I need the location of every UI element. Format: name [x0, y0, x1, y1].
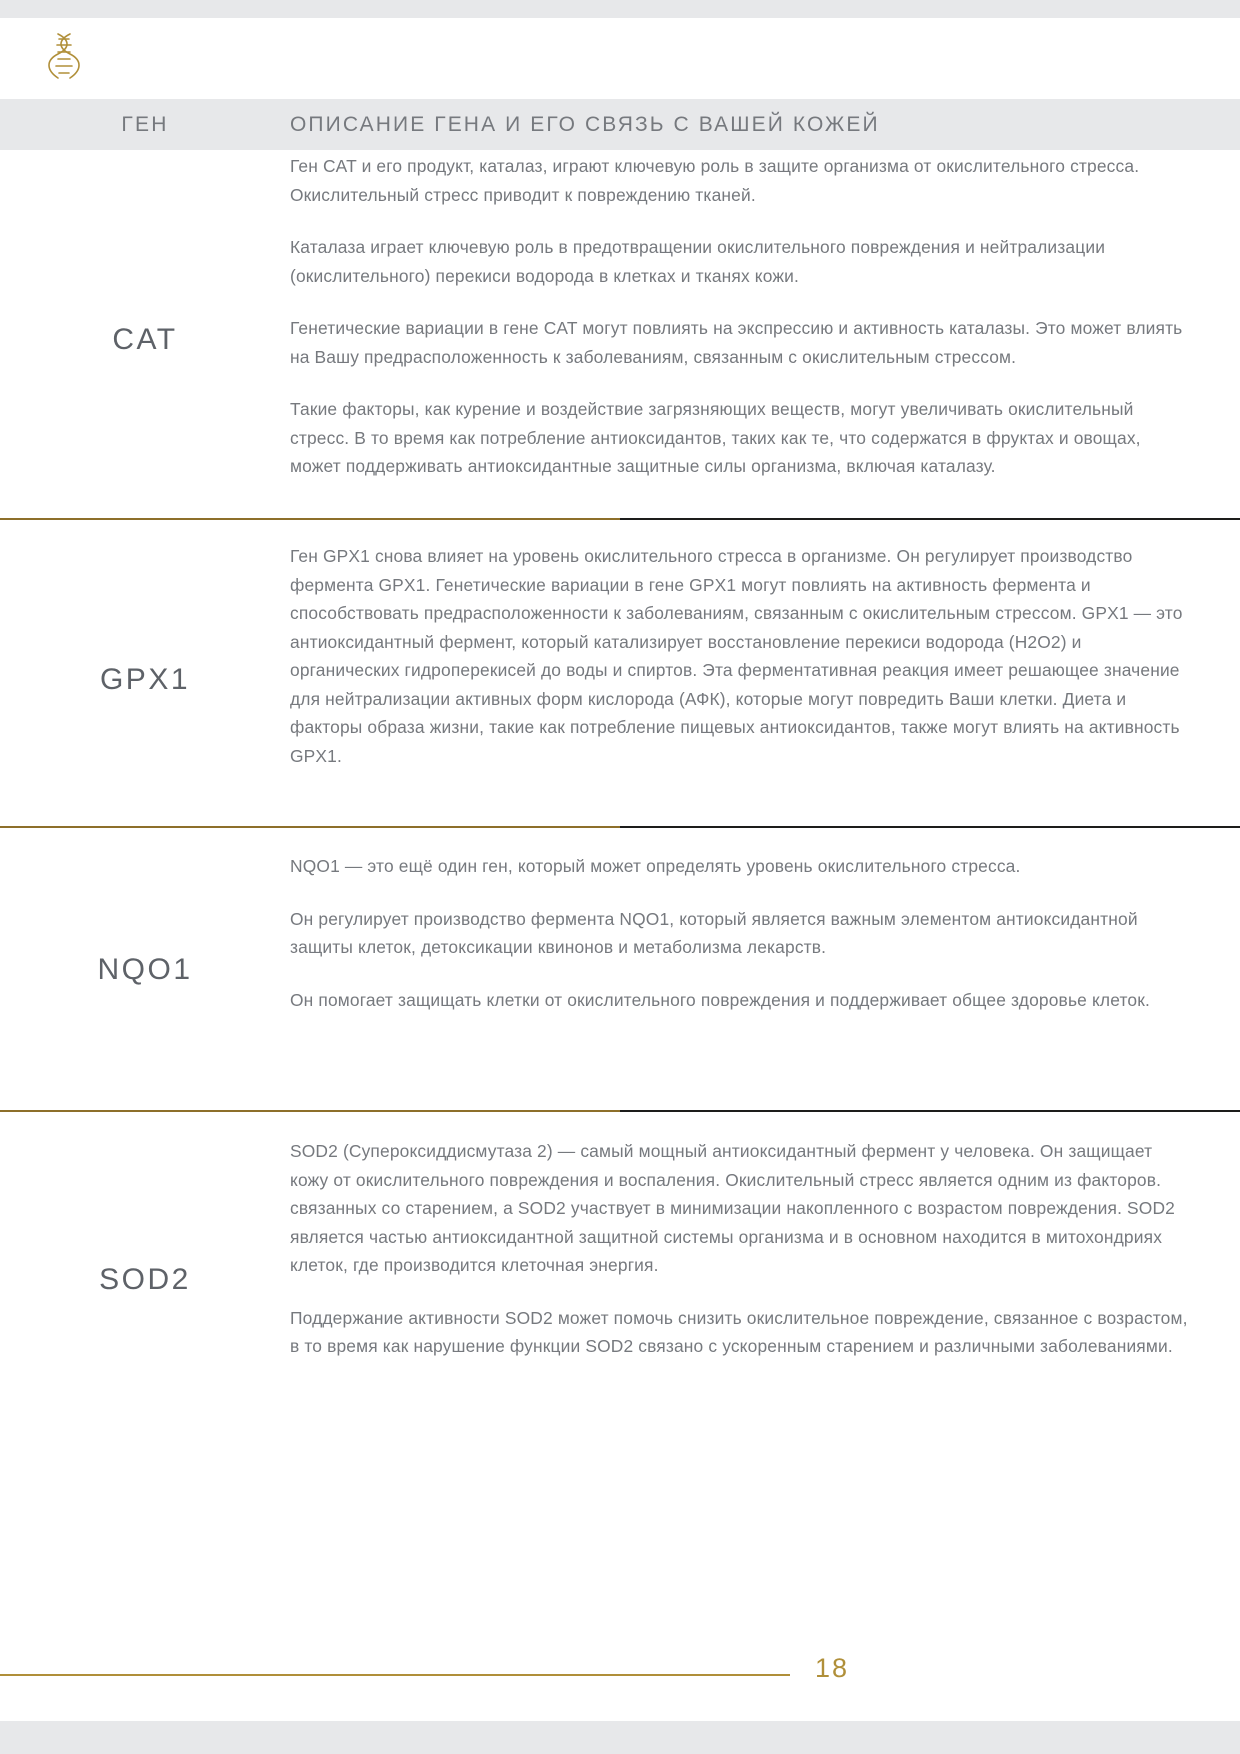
table-row [0, 150, 1240, 530]
gene-name: CAT [112, 323, 178, 356]
dna-helix-icon [40, 28, 88, 86]
gene-name: GPX1 [99, 663, 191, 696]
table-header [0, 99, 1240, 150]
gene-description [290, 540, 1240, 820]
row-divider [0, 826, 1240, 828]
paragraph: Ген CAT и его продукт, каталаз, играют ключевую роль в защите организма от окислительного стресса. Окислительный стресс приводит к повреждению тканей. [290, 156, 1140, 205]
page-footer [0, 1648, 1240, 1754]
paragraph: Он помогает защищать клетки от окислительного повреждения и поддерживает общее здоровье клеток. [290, 989, 1150, 1010]
row-divider [0, 1110, 1240, 1112]
table-row [0, 1135, 1240, 1425]
paragraph: SOD2 (Супероксиддисмутаза 2) — самый мощный антиоксидантный фермент у человека. Он защищает кожу от окислительного повреждения и воспаления. Окислительный стресс является одним из факторов. связанных со старением, а SOD2 участвует в минимизации накопленного с возрастом повреждения. SOD2 является частью антиоксидантной защитной системы организма и в основном находится в митохондриях клеток, где производится клеточная энергия. [290, 1141, 1175, 1275]
paragraph: Генетические вариации в гене CAT могут повлиять на экспрессию и активность каталазы. Это может влиять на Вашу предрасположенность к заболеваниям, связанным с окислительным стрессом. [290, 318, 1183, 367]
gene-description [290, 850, 1240, 1090]
table-row [0, 850, 1240, 1090]
paragraph: Ген GPX1 снова влияет на уровень окислительного стресса в организме. Он регулирует производство фермента GPX1. Генетические вариации в гене GPX1 могут повлиять на активность фермента и способствовать предрасположенности к заболеваниям, связанным с окислительным стрессом. GPX1 — это антиоксидантный фермент, который катализирует восстановление перекиси водорода (H2O2) и органических гидроперекисей до воды и спиртов. Эта ферментативная реакция имеет решающее значение для нейтрализации активных форм кислорода (АФК), которые могут повредить Ваши клетки. Диета и факторы образа жизни, такие как потребление пищевых антиоксидантов, также могут влиять на активность GPX1. [290, 546, 1183, 766]
page-number: 18 [815, 1653, 850, 1683]
gene-name: SOD2 [99, 1263, 191, 1296]
footer-rule [0, 1674, 790, 1676]
column-header-gene: ГЕН [121, 113, 169, 136]
table-row [0, 540, 1240, 820]
column-header-description: ОПИСАНИЕ ГЕНА И ЕГО СВЯЗЬ С ВАШЕЙ КОЖЕЙ [290, 113, 880, 136]
logo-area [0, 18, 1240, 99]
gene-description [290, 1135, 1240, 1425]
paragraph: Он регулирует производство фермента NQO1, который является важным элементом антиоксидантной защиты клеток, детоксикации квинонов и метаболизма лекарств. [290, 908, 1138, 957]
gene-description [290, 150, 1240, 530]
gene-name: NQO1 [97, 953, 193, 986]
paragraph: Такие факторы, как курение и воздействие загрязняющих веществ, могут увеличивать окислительный стресс. В то время как потребление антиоксидантов, таких как те, что содержатся в фруктах и овощах, может поддерживать антиоксидантные защитные силы организма, включая каталазу. [290, 399, 1141, 476]
paragraph: Поддержание активности SOD2 может помочь снизить окислительное повреждение, связанное с возрастом, в то время как нарушение функции SOD2 связано с ускоренным старением и различными заболеваниями. [290, 1307, 1188, 1356]
paragraph: NQO1 — это ещё один ген, который может определять уровень окислительного стресса. [290, 856, 1021, 876]
bottom-decorative-bar [0, 1721, 1240, 1754]
row-divider [0, 518, 1240, 520]
paragraph: Каталаза играет ключевую роль в предотвращении окислительного повреждения и нейтрализации (окислительного) перекиси водорода в клетках и тканях кожи. [290, 237, 1106, 286]
top-decorative-bar [0, 0, 1240, 18]
